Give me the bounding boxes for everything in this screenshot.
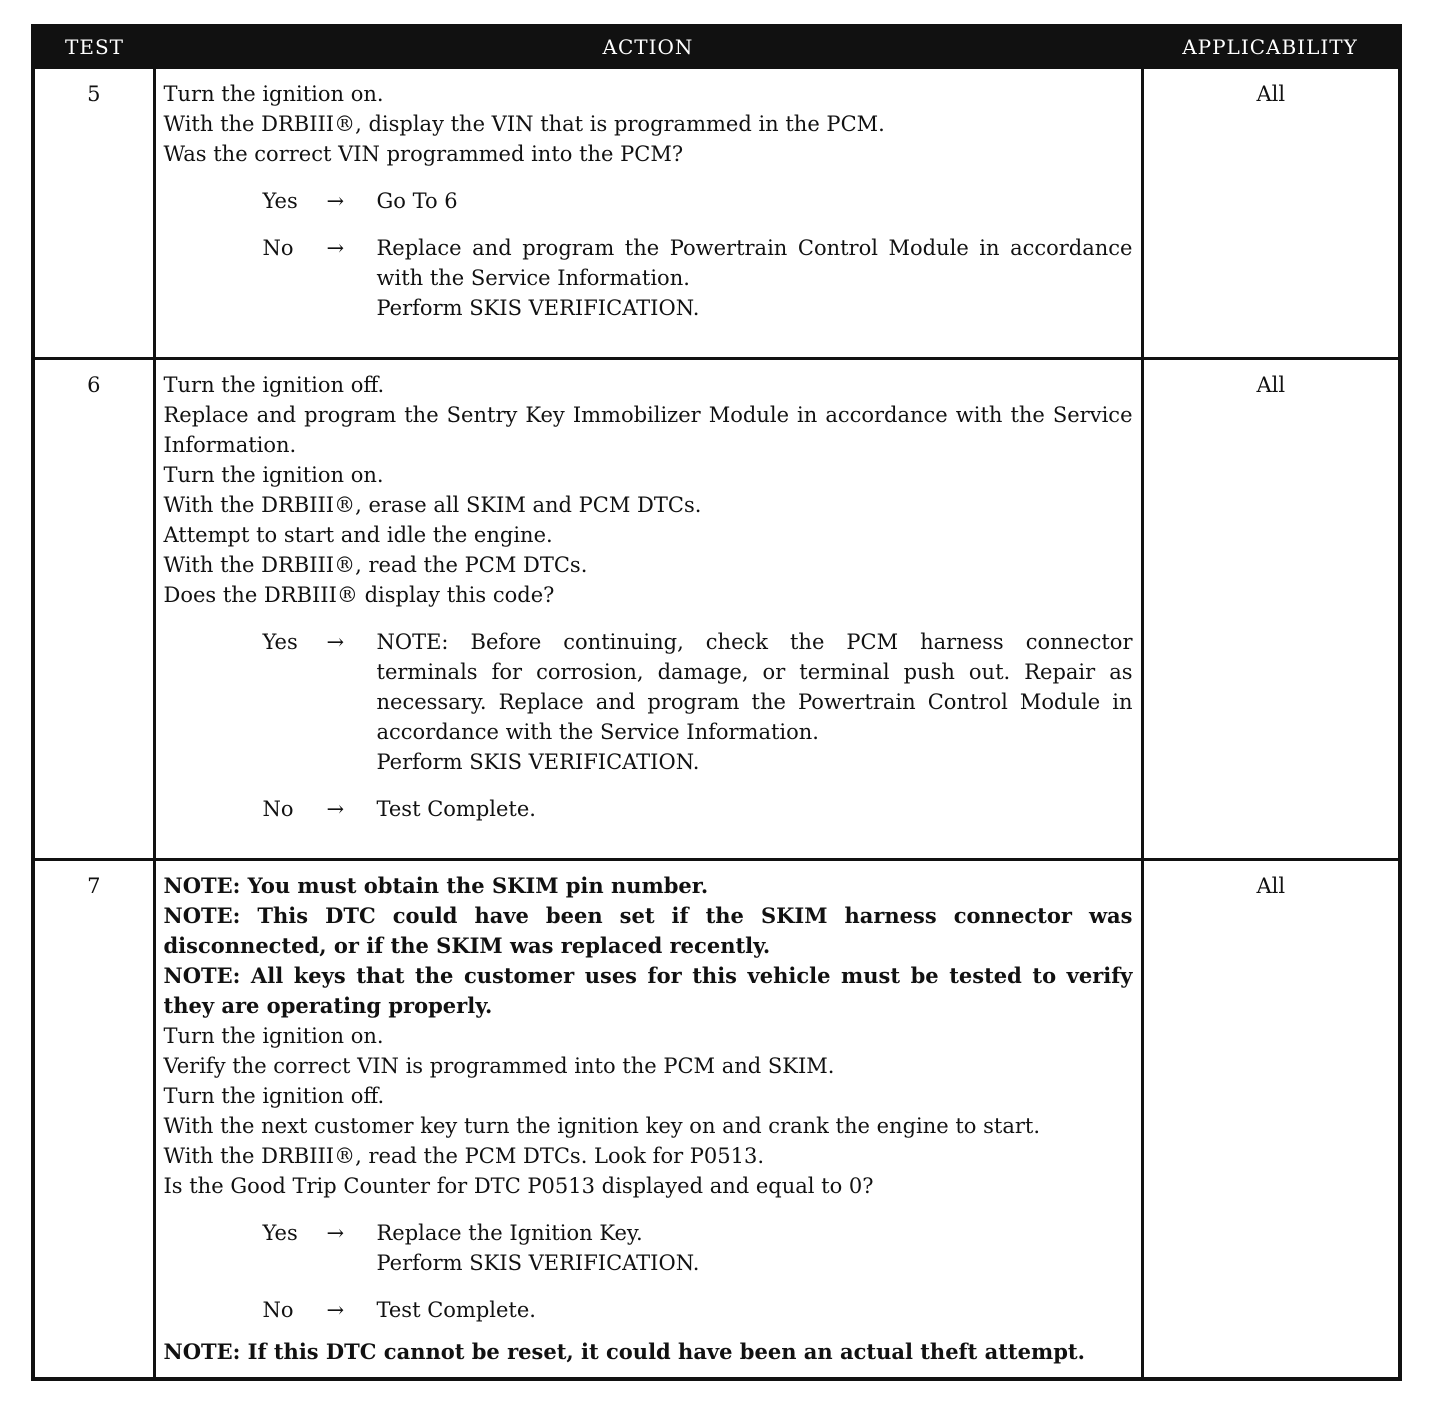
right-arrow-icon: → <box>326 1298 345 1322</box>
action-step: Is the Good Trip Counter for DTC P0513 displayed and equal to 0? <box>163 1174 874 1198</box>
action-step: Attempt to start and idle the engine. <box>163 523 553 547</box>
action-step: With the DRBIII®, read the PCM DTCs. Look for P0513. <box>163 1144 765 1168</box>
no-outcome <box>164 794 1133 824</box>
result-text: Test Complete. <box>376 797 536 821</box>
action-step: Replace and program the Sentry Key Immobilizer Module in accordance with the Service Information. <box>163 403 1133 457</box>
action-step: Turn the ignition off. <box>163 373 385 397</box>
action-step: Was the correct VIN programmed into the PCM? <box>163 142 684 166</box>
no-label: No <box>262 236 294 260</box>
note-text: NOTE: You must obtain the SKIM pin number. <box>163 873 709 898</box>
no-result <box>377 794 1133 824</box>
table-row-test-5 <box>33 68 1400 359</box>
action-step: Turn the ignition off. <box>163 1084 385 1108</box>
diagnostic-test-table <box>31 24 1402 1381</box>
right-arrow-icon: → <box>326 236 345 260</box>
test-number: 6 <box>33 359 154 860</box>
no-result <box>377 1295 1133 1325</box>
applicability-cell: All <box>1142 359 1400 860</box>
yes-label: Yes <box>262 189 298 213</box>
action-step: Turn the ignition on. <box>163 463 384 487</box>
action-step: Turn the ignition on. <box>163 82 384 106</box>
table-row-test-7 <box>33 860 1400 1380</box>
table-row-test-6 <box>33 359 1400 860</box>
action-step: Does the DRBIII® display this code? <box>163 583 555 607</box>
right-arrow-icon: → <box>326 630 345 654</box>
result-text: Perform SKIS VERIFICATION. <box>376 296 700 320</box>
result-text: NOTE: Before continuing, check the PCM harness connector terminals for corrosion, damage, or terminal push out. Repair as necessary. Replace and program the Powertrain Control Module in accordance with the Service Information. <box>376 630 1133 744</box>
note-text: NOTE: All keys that the customer uses for this vehicle must be tested to verify they are operating properly. <box>163 963 1133 1018</box>
result-text: Replace the Ignition Key. <box>376 1221 643 1245</box>
yes-label: Yes <box>262 630 298 654</box>
header-test: TEST <box>33 26 154 68</box>
action-cell <box>154 359 1142 860</box>
result-text: Test Complete. <box>376 1298 536 1322</box>
table-header-row <box>33 26 1400 68</box>
action-step: Verify the correct VIN is programmed into the PCM and SKIM. <box>163 1054 835 1078</box>
result-text: Replace and program the Powertrain Control Module in accordance with the Service Information. <box>376 236 1133 290</box>
no-label: No <box>262 797 294 821</box>
no-label: No <box>262 1298 294 1322</box>
test-number: 7 <box>33 860 154 1380</box>
applicability-cell: All <box>1142 68 1400 359</box>
yes-label: Yes <box>262 1221 298 1245</box>
header-action: ACTION <box>154 26 1142 68</box>
yes-outcome <box>164 186 1133 216</box>
yes-outcome <box>164 627 1133 777</box>
action-step: With the DRBIII®, display the VIN that is programmed in the PCM. <box>163 112 885 136</box>
no-outcome <box>164 1295 1133 1325</box>
yes-result <box>377 186 1133 216</box>
result-text: Perform SKIS VERIFICATION. <box>376 750 700 774</box>
yes-result <box>377 627 1133 777</box>
yes-outcome <box>164 1218 1133 1278</box>
test-number: 5 <box>33 68 154 359</box>
action-step: With the DRBIII®, erase all SKIM and PCM DTCs. <box>163 493 702 517</box>
right-arrow-icon: → <box>326 1221 345 1245</box>
header-applicability: APPLICABILITY <box>1142 26 1400 68</box>
result-text: Go To 6 <box>376 189 458 213</box>
no-result <box>377 233 1133 323</box>
no-outcome <box>164 233 1133 323</box>
action-cell <box>154 68 1142 359</box>
action-step: With the next customer key turn the ignition key on and crank the engine to start. <box>163 1114 1041 1138</box>
action-step: With the DRBIII®, read the PCM DTCs. <box>163 553 588 577</box>
action-step: Turn the ignition on. <box>163 1024 384 1048</box>
final-note: NOTE: If this DTC cannot be reset, it could have been an actual theft attempt. <box>163 1339 1085 1364</box>
right-arrow-icon: → <box>326 797 345 821</box>
yes-result <box>377 1218 1133 1278</box>
result-text: Perform SKIS VERIFICATION. <box>376 1251 700 1275</box>
applicability-cell: All <box>1142 860 1400 1380</box>
note-text: NOTE: This DTC could have been set if the SKIM harness connector was disconnected, or if the SKIM was replaced recently. <box>163 903 1133 958</box>
action-cell <box>154 860 1142 1380</box>
right-arrow-icon: → <box>326 189 345 213</box>
